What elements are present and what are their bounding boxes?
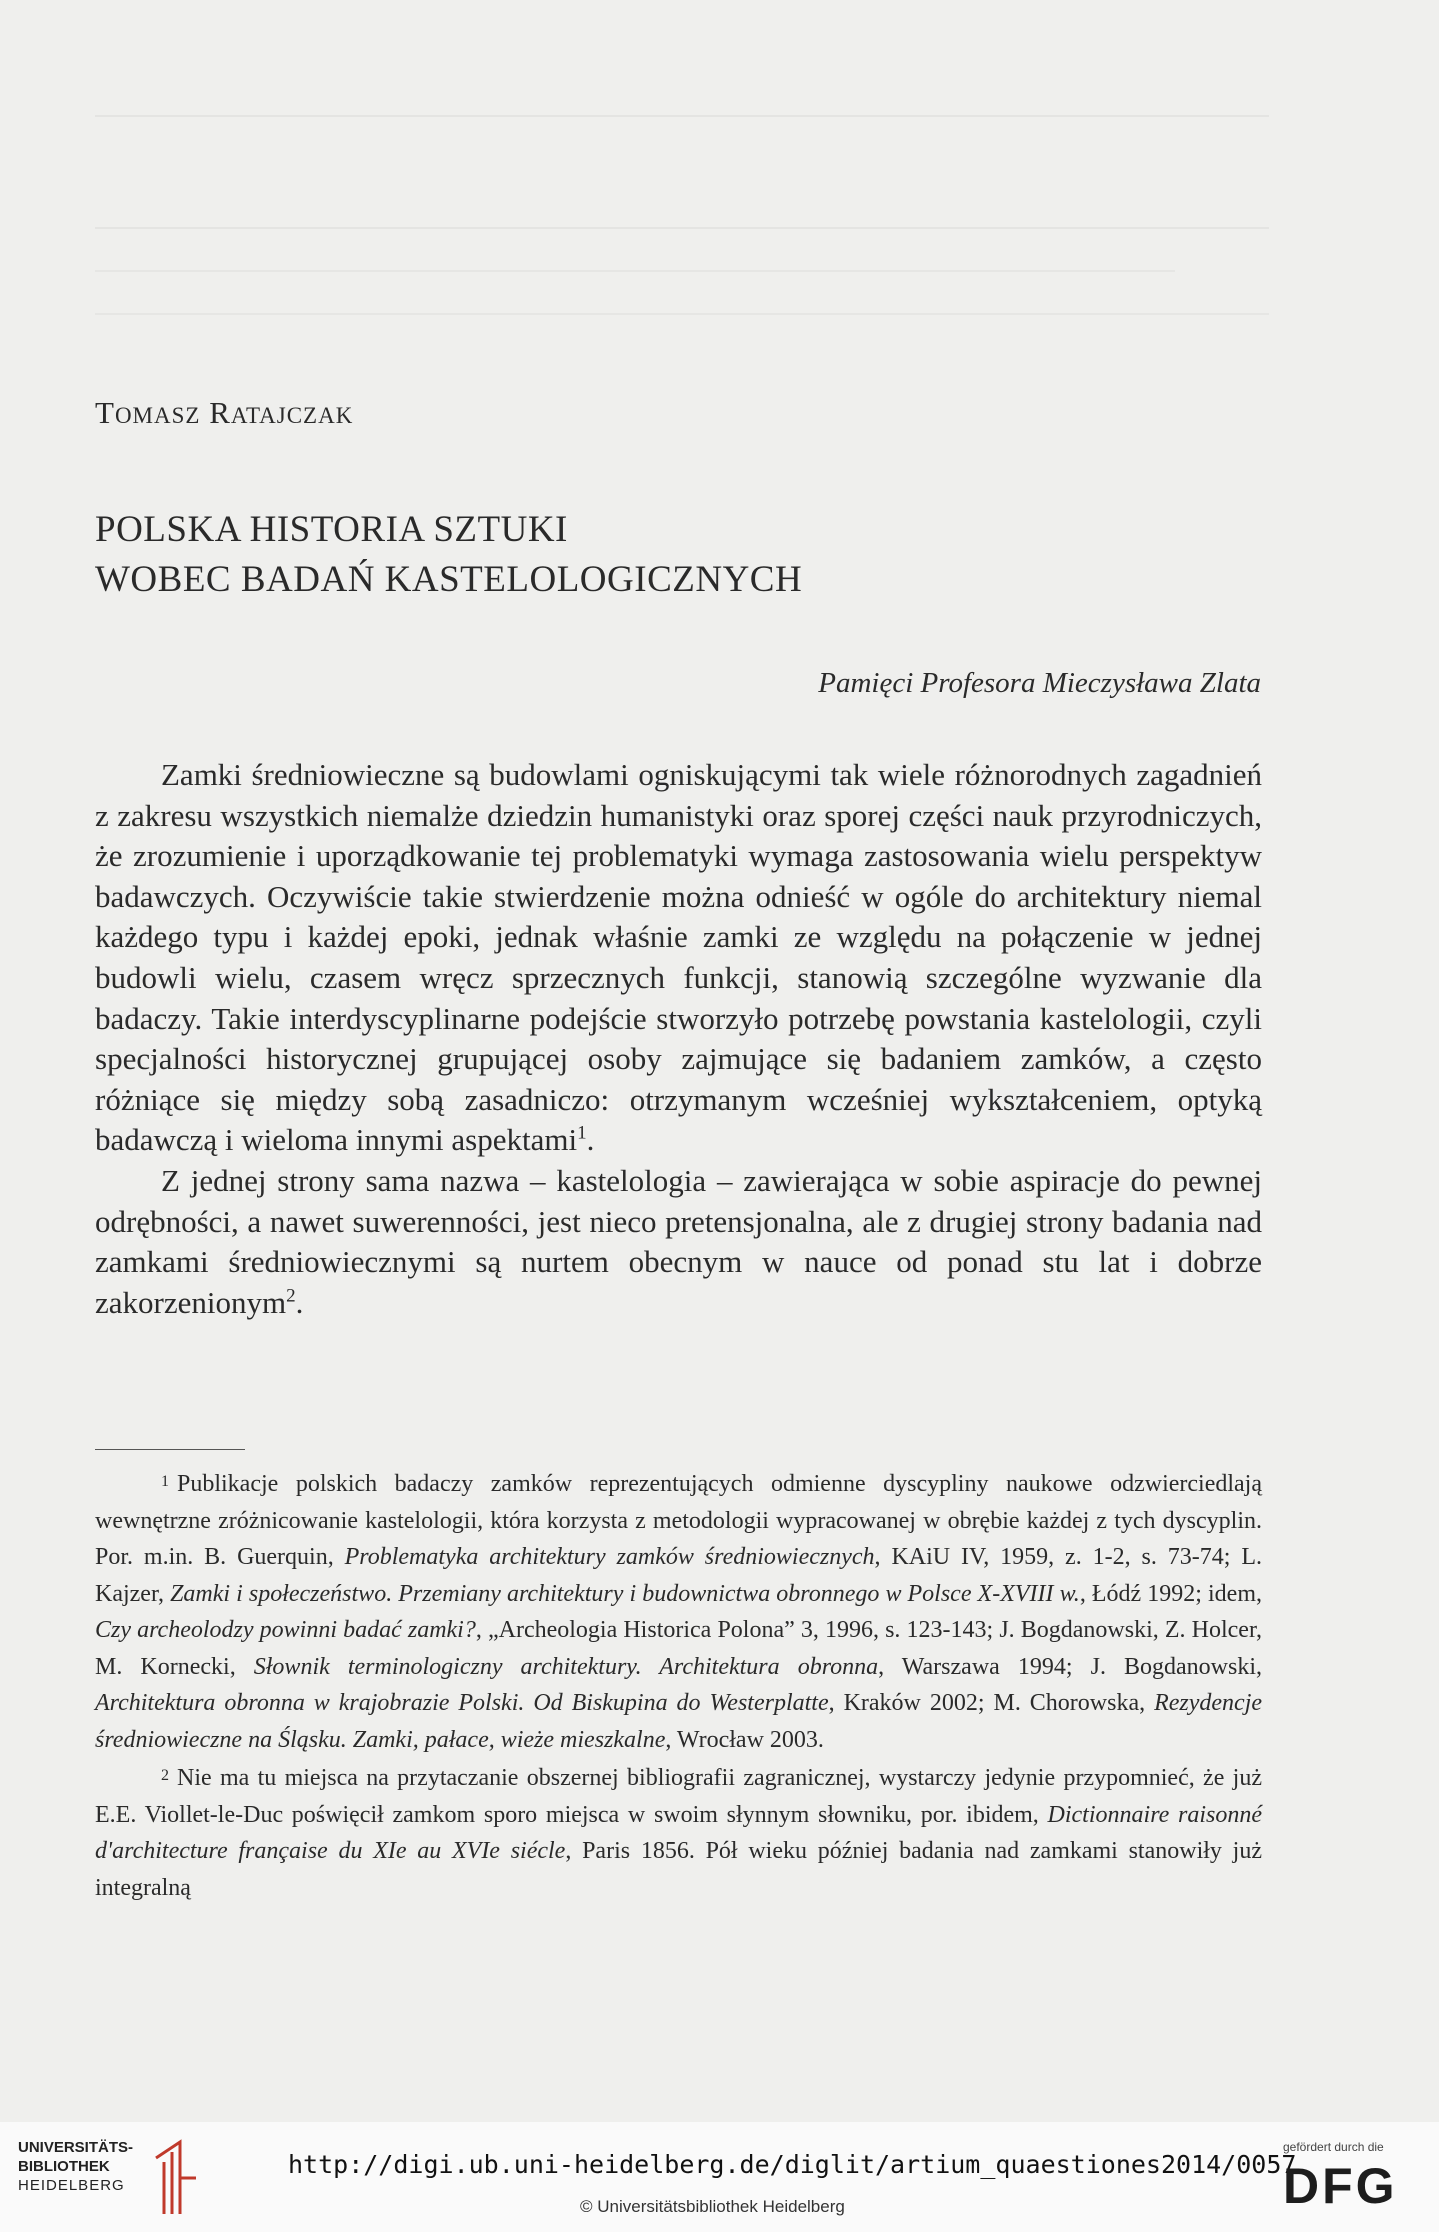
source-url[interactable]: http://digi.ub.uni-heidelberg.de/diglit/artium_quaestiones2014/0057 [288, 2150, 1297, 2179]
title-line: WOBEC BADAŃ KASTELOLOGICZNYCH [95, 559, 803, 600]
footnote: $^1$ Publikacje polskich badaczy zamków reprezentujących odmienne dyscypliny naukowe odzwierciedlają wewnętrzne zróżnicowanie kastelologii, która korzysta z metodologii wypracowanej w obrębie każdej z tych dyscyplin. Por. m.in. B. Guerquin, Problematyka architektury zamków średniowiecznych, KAiU IV, 1959, z. 1-2, s. 73-74; L. Kajzer, Zamki i społeczeństwo. Przemiany architektury i budownictwa obronnego w Polsce X-XVIII w., Łódź 1992; idem, Czy archeolodzy powinni badać zamki?, „Archeologia Historica Polona” 3, 1996, s. 123-143; J. Bogdanowski, Z. Holcer, M. Kornecki, Słownik terminologiczny architektury. Architektura obronna, Warszawa 1994; J. Bogdanowski, Architektura obronna w krajobrazie Polski. Od Biskupina do Westerplatte, Kraków 2002; M. Chorowska, Rezydencje średniowieczne na Śląsku. Zamki, pałace, wieże mieszkalne, Wrocław 2003. [95, 1471, 1263, 1753]
footnote-ref[interactable]: 1 [577, 1123, 587, 1145]
footnote-divider [95, 1449, 245, 1450]
author-name: TOMASZ RATAJCZAK [95, 395, 354, 430]
library-mark-icon [150, 2138, 200, 2218]
article-title [95, 505, 802, 605]
library-logo: UNIVERSITÄTS- BIBLIOTHEK HEIDELBERG [18, 2139, 134, 2194]
funding-label: gefördert durch die [1283, 2140, 1384, 2154]
copyright-notice: © Universitätsbibliothek Heidelberg [580, 2197, 845, 2216]
footnotes [95, 1464, 1262, 1906]
dfg-logo: DFG [1283, 2158, 1398, 2214]
title-line: POLSKA HISTORIA SZTUKI [95, 509, 568, 550]
show-through-text [95, 115, 1269, 336]
footnote-ref[interactable]: 2 [286, 1285, 296, 1307]
dedication: Pamięci Profesora Mieczysława Zlata [818, 667, 1261, 699]
footnote: $^2$ Nie ma tu miejsca na przytaczanie obszernej bibliografii zagranicznej, wystarczy jedynie przypomnieć, że już E.E. Viollet-le-Duc poświęcił zamkom sporo miejsca w swoim słynnym słowniku, por. ibidem, Dictionnaire raisonné d'architecture française du XIe au XVIe siécle, Paris 1856. Pół wieku później badania nad zamkami stanowiły już integralną [95, 1765, 1262, 1901]
paragraph: Z jednej strony sama nazwa – kastelologia – zawierająca w sobie aspiracje do pewnej odrębności, a nawet suwerenności, jest nieco pretensjonalna, ale z drugiej strony badania nad zamkami średniowiecznymi są nurtem obecnym w nauce od ponad stu lat i dobrze zakorzenionym$^2$. [95, 1162, 1262, 1320]
body-text [95, 755, 1262, 1323]
paragraph: Zamki średniowieczne są budowlami ogniskującymi tak wiele różnorodnych zagadnień z zakresu wszystkich niemalże dziedzin humanistyki oraz sporej części nauk przyrodniczych, że zrozumienie i uporządkowanie tej problematyki wymaga zastosowania wielu perspektyw badawczych. Oczywiście takie stwierdzenie można odnieść w ogóle do architektury niemal każdego typu i każdej epoki, jednak właśnie zamki ze względu na połączenie w jednej budowli wielu, czasem wręcz sprzecznych funkcji, stanowią szczególne wyzwanie dla badaczy. Takie interdyscyplinarne podejście stworzyło potrzebę powstania kastelologii, czyli specjalności historycznej grupującej osoby zajmujące się badaniem zamków, a często różniące się między sobą zasadniczo: otrzymanym wcześniej wykształceniem, optyką badawczą i wieloma innymi aspektami$^1$. [95, 757, 1262, 1158]
